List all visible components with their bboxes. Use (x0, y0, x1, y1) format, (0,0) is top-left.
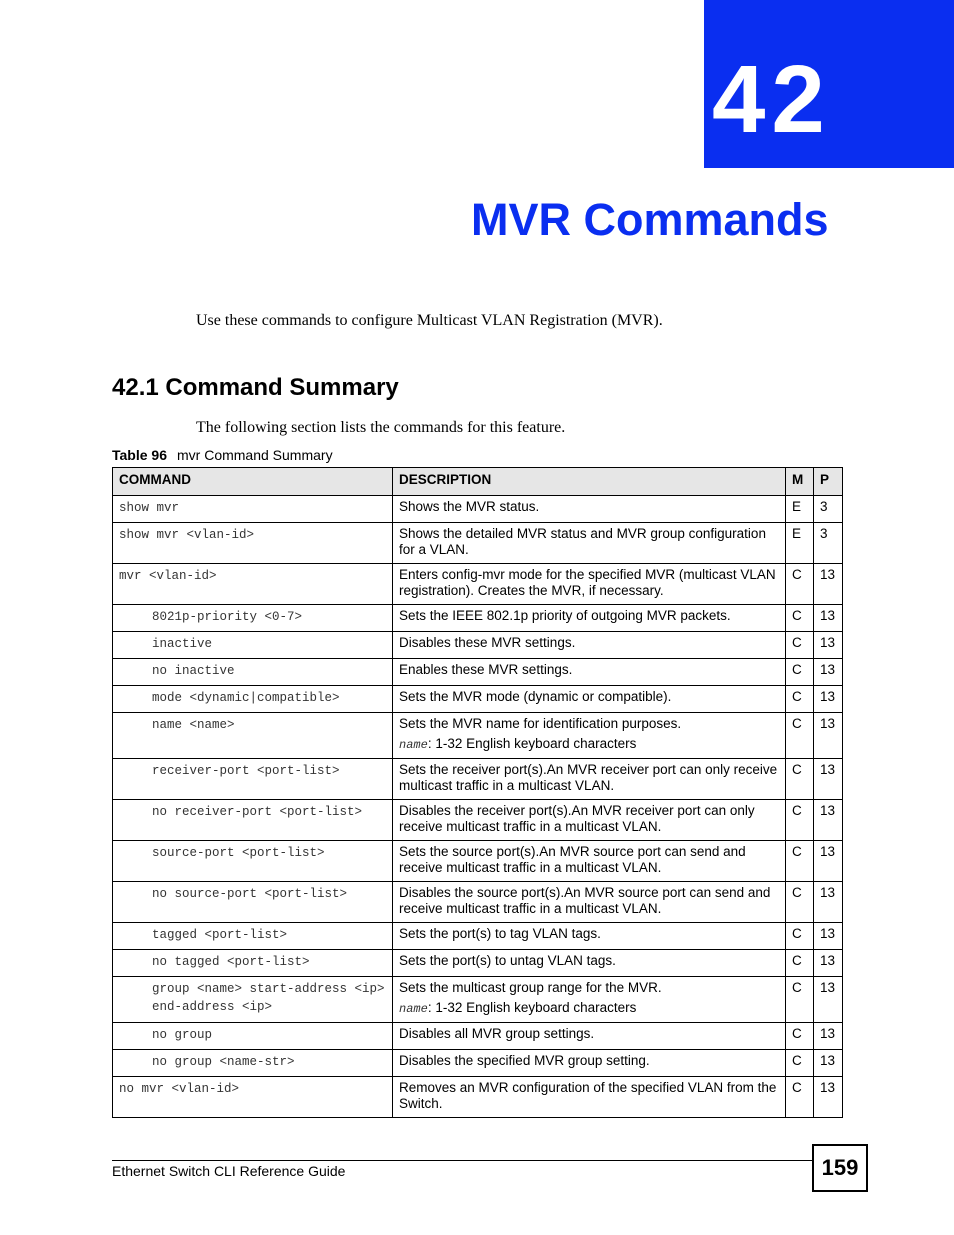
chapter-number: 42 (712, 46, 831, 153)
header-p: P (814, 468, 843, 496)
description-text: Disables these MVR settings. (399, 635, 576, 650)
description-text: Sets the MVR name for identification purposes. (399, 716, 682, 731)
privilege-cell: 13 (814, 950, 843, 977)
mode-cell: C (786, 759, 814, 800)
command-cell: show mvr <vlan-id> (113, 523, 393, 564)
description-cell (393, 523, 786, 564)
privilege-cell: 13 (814, 686, 843, 713)
command-cell: inactive (113, 632, 393, 659)
mode-cell: E (786, 496, 814, 523)
mode-cell: C (786, 882, 814, 923)
description-text: Shows the MVR status. (399, 499, 540, 514)
description-text: Removes an MVR configuration of the specified VLAN from the Switch. (399, 1080, 777, 1111)
table-caption-label: Table 96 (112, 447, 167, 463)
description-cell (393, 1023, 786, 1050)
privilege-cell: 3 (814, 496, 843, 523)
parameter-name: name (399, 1002, 428, 1016)
mode-cell: C (786, 564, 814, 605)
description-text: Sets the MVR mode (dynamic or compatible). (399, 689, 672, 704)
privilege-cell: 13 (814, 977, 843, 1023)
mode-cell: C (786, 1050, 814, 1077)
privilege-cell: 13 (814, 659, 843, 686)
command-cell: mvr <vlan-id> (113, 564, 393, 605)
privilege-cell: 13 (814, 841, 843, 882)
command-cell: no group (113, 1023, 393, 1050)
privilege-cell: 13 (814, 923, 843, 950)
parameter-note (399, 736, 779, 753)
privilege-cell: 13 (814, 1077, 843, 1118)
privilege-cell: 13 (814, 605, 843, 632)
description-text: Sets the port(s) to tag VLAN tags. (399, 926, 601, 941)
description-text: Disables the source port(s).An MVR source port can send and receive multicast traffic in a multicast VLAN. (399, 885, 771, 916)
command-cell: receiver-port <port-list> (113, 759, 393, 800)
table-row (113, 923, 843, 950)
description-cell (393, 564, 786, 605)
description-text: Enables these MVR settings. (399, 662, 573, 677)
table-caption-text: mvr Command Summary (177, 447, 333, 463)
mode-cell: C (786, 923, 814, 950)
parameter-description: : 1-32 English keyboard characters (427, 736, 637, 751)
description-cell (393, 1077, 786, 1118)
table-row (113, 882, 843, 923)
command-cell: no mvr <vlan-id> (113, 1077, 393, 1118)
command-cell: source-port <port-list> (113, 841, 393, 882)
privilege-cell: 13 (814, 882, 843, 923)
table-row (113, 841, 843, 882)
table-row (113, 1050, 843, 1077)
mode-cell: C (786, 841, 814, 882)
footer-guide-title: Ethernet Switch CLI Reference Guide (112, 1163, 346, 1179)
table-row (113, 800, 843, 841)
description-text: Sets the port(s) to untag VLAN tags. (399, 953, 616, 968)
privilege-cell: 13 (814, 564, 843, 605)
table-row (113, 759, 843, 800)
description-cell (393, 923, 786, 950)
mode-cell: C (786, 1077, 814, 1118)
table-row (113, 1023, 843, 1050)
description-cell (393, 659, 786, 686)
table-row (113, 523, 843, 564)
command-cell: group <name> start-address <ip> end-address <ip> (113, 977, 393, 1023)
page-number: 159 (812, 1144, 868, 1192)
table-row (113, 564, 843, 605)
description-text: Enters config-mvr mode for the specified MVR (multicast VLAN registration). Creates the MVR, if necessary. (399, 567, 776, 598)
command-cell: name <name> (113, 713, 393, 759)
privilege-cell: 13 (814, 713, 843, 759)
table-caption (112, 446, 333, 464)
command-cell: 8021p-priority <0-7> (113, 605, 393, 632)
table-row (113, 950, 843, 977)
mode-cell: C (786, 605, 814, 632)
table-row (113, 605, 843, 632)
header-description: DESCRIPTION (393, 468, 786, 496)
table-row (113, 977, 843, 1023)
command-cell: no receiver-port <port-list> (113, 800, 393, 841)
mode-cell: C (786, 686, 814, 713)
table-row (113, 713, 843, 759)
command-cell: no source-port <port-list> (113, 882, 393, 923)
table-row (113, 632, 843, 659)
privilege-cell: 13 (814, 1023, 843, 1050)
description-cell (393, 1050, 786, 1077)
command-cell: no group <name-str> (113, 1050, 393, 1077)
description-cell (393, 686, 786, 713)
description-cell (393, 882, 786, 923)
description-text: Sets the IEEE 802.1p priority of outgoing MVR packets. (399, 608, 731, 623)
parameter-name: name (399, 738, 428, 752)
description-cell (393, 496, 786, 523)
header-command: COMMAND (113, 468, 393, 496)
description-cell (393, 759, 786, 800)
footer-rule (112, 1160, 812, 1161)
description-cell (393, 977, 786, 1023)
parameter-description: : 1-32 English keyboard characters (427, 1000, 637, 1015)
chapter-title: MVR Commands (471, 194, 829, 245)
command-cell: no tagged <port-list> (113, 950, 393, 977)
description-cell (393, 950, 786, 977)
privilege-cell: 13 (814, 1050, 843, 1077)
description-cell (393, 632, 786, 659)
mode-cell: C (786, 977, 814, 1023)
description-text: Sets the multicast group range for the MVR. (399, 980, 662, 995)
section-title: 42.1 Command Summary (112, 374, 399, 401)
mode-cell: C (786, 659, 814, 686)
mode-cell: C (786, 950, 814, 977)
parameter-note (399, 1000, 779, 1017)
mode-cell: E (786, 523, 814, 564)
command-cell: mode <dynamic|compatible> (113, 686, 393, 713)
table-body (113, 496, 843, 1118)
header-m: M (786, 468, 814, 496)
mode-cell: C (786, 632, 814, 659)
mode-cell: C (786, 800, 814, 841)
privilege-cell: 3 (814, 523, 843, 564)
description-cell (393, 800, 786, 841)
description-text: Disables all MVR group settings. (399, 1026, 595, 1041)
privilege-cell: 13 (814, 800, 843, 841)
table-header-row (113, 468, 843, 496)
command-cell: tagged <port-list> (113, 923, 393, 950)
mode-cell: C (786, 713, 814, 759)
command-cell: show mvr (113, 496, 393, 523)
description-text: Sets the source port(s).An MVR source port can send and receive multicast traffic in a multicast VLAN. (399, 844, 746, 875)
privilege-cell: 13 (814, 759, 843, 800)
description-cell (393, 713, 786, 759)
description-text: Disables the specified MVR group setting. (399, 1053, 650, 1068)
table-row (113, 496, 843, 523)
table-row (113, 1077, 843, 1118)
description-text: Disables the receiver port(s).An MVR receiver port can only receive multicast traffic in a multicast VLAN. (399, 803, 755, 834)
description-cell (393, 605, 786, 632)
command-cell: no inactive (113, 659, 393, 686)
privilege-cell: 13 (814, 632, 843, 659)
description-cell (393, 841, 786, 882)
table-row (113, 659, 843, 686)
description-text: Shows the detailed MVR status and MVR group configuration for a VLAN. (399, 526, 766, 557)
table-row (113, 686, 843, 713)
chapter-intro: Use these commands to configure Multicast VLAN Registration (MVR). (196, 312, 663, 329)
description-text: Sets the receiver port(s).An MVR receiver port can only receive multicast traffic in a multicast VLAN. (399, 762, 778, 793)
command-summary-table (112, 467, 843, 1118)
section-intro: The following section lists the commands for this feature. (196, 419, 566, 436)
mode-cell: C (786, 1023, 814, 1050)
